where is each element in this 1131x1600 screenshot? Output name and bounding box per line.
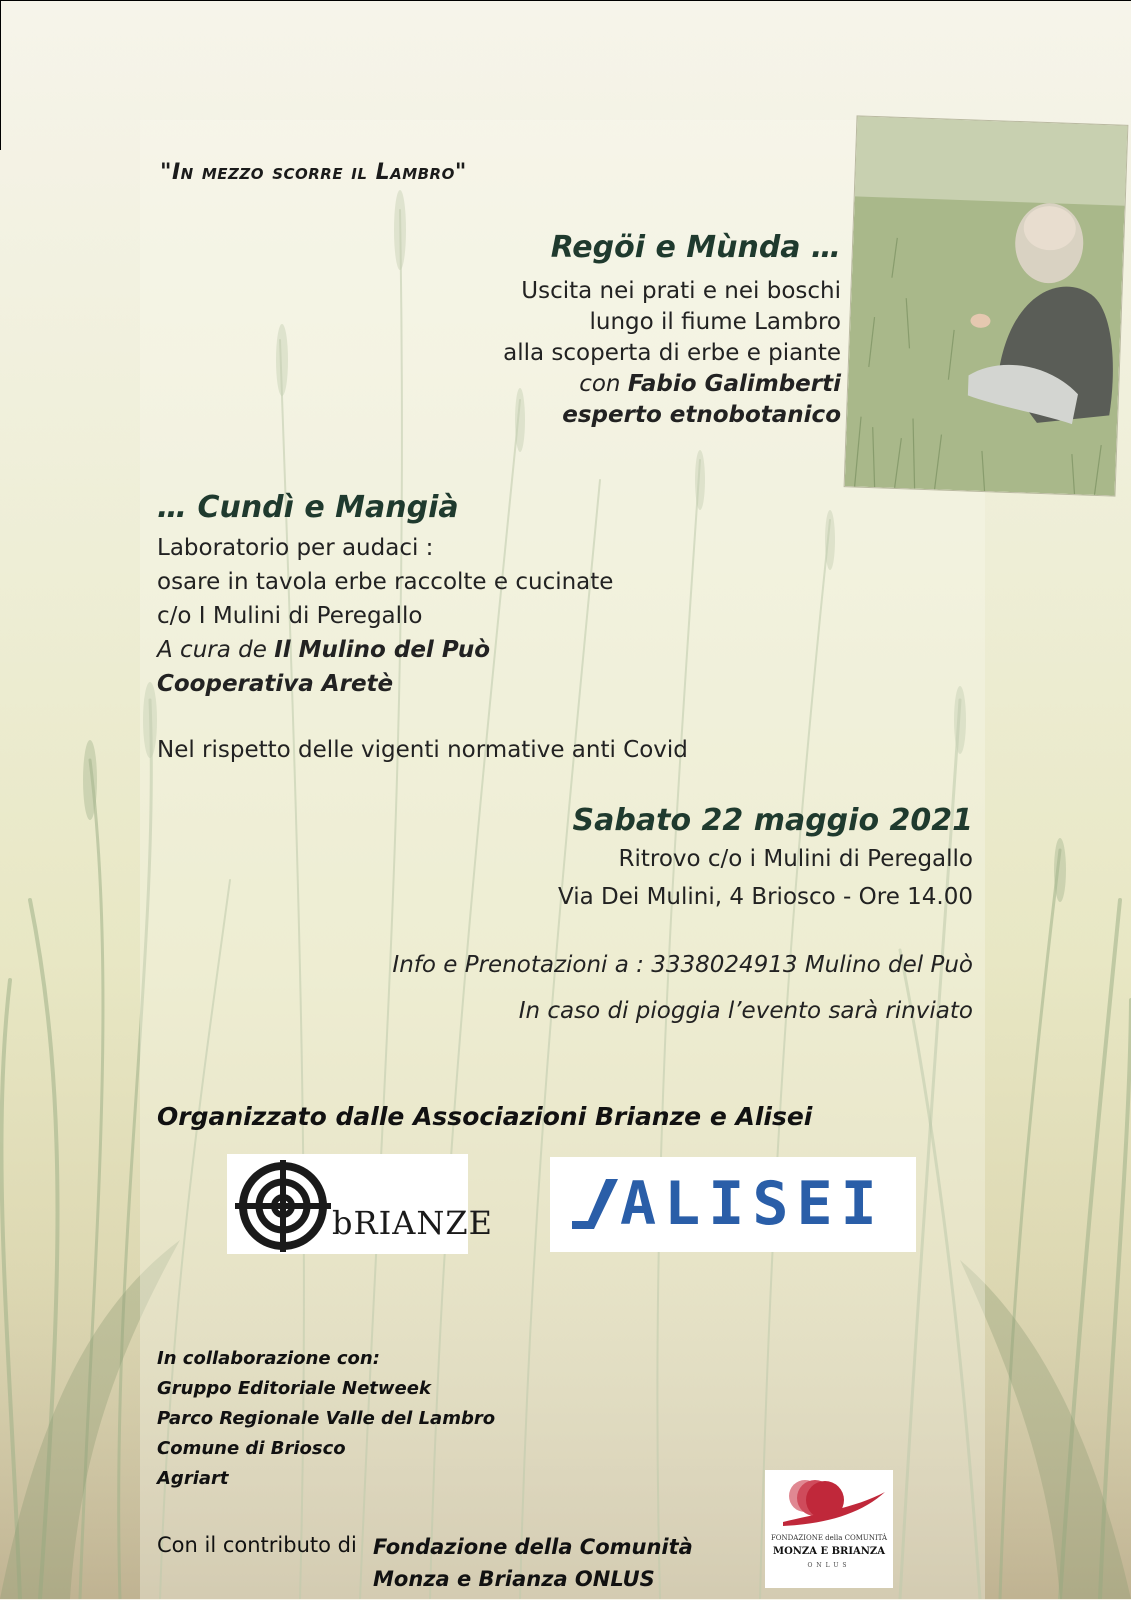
contribution-org-line: Fondazione della Comunità [373,1535,693,1559]
section1-guide [503,369,841,400]
frame-border-top [0,0,1131,1]
brianze-logo [227,1154,493,1254]
brianze-target-icon [235,1156,335,1256]
frame-border-left [0,0,1,150]
guide-prefix: con [579,371,621,397]
section1-title: Regöi e Mùnda … [550,230,841,265]
booking-info: Info e Prenotazioni a : 3338024913 Mulino del Può [392,952,973,978]
rain-note: In caso di pioggia l’evento sarà rinviato [518,998,973,1024]
contribution-label: Con il contributo di [157,1533,357,1557]
covid-note: Nel rispetto delle vigenti normative anti Covid [157,737,688,763]
organized-by: Organizzato dalle Associazioni Brianze e Alisei [157,1102,813,1131]
guide-name: Fabio Galimberti [627,371,841,397]
contribution-org-line: Monza e Brianza ONLUS [373,1567,655,1591]
meeting-address: Via Dei Mulini, 4 Briosco - Ore 14.00 [558,884,973,910]
meeting-place: Ritrovo c/o i Mulini di Peregallo [618,846,973,872]
alisei-logo [550,1157,916,1252]
partner-item: Comune di Briosco [157,1438,346,1459]
alisei-wordmark: ALISEI [620,1169,885,1239]
collaboration-block [157,1344,495,1494]
fondazione-line2: MONZA E BRIANZA [773,1546,885,1557]
brianze-wordmark: bRIANZE [332,1204,493,1242]
partner-item: Gruppo Editoriale Netweek [157,1378,431,1399]
section1-description [503,276,841,431]
guide-photo [844,115,1129,496]
partner-item: Agriart [157,1468,229,1489]
section1-line: Uscita nei prati e nei boschi [521,278,841,304]
section1-line: alla scoperta di erbe e piante [503,340,841,366]
section2-title: … Cundì e Mangià [157,490,459,525]
section1-line: lungo il fiume Lambro [589,309,841,335]
event-date: Sabato 22 maggio 2021 [572,803,973,838]
curated-by-1: Il Mulino del Può [274,637,491,663]
section2-line: c/o I Mulini di Peregallo [157,603,423,629]
guide-role: esperto etnobotanico [562,402,841,428]
section2-curated [157,633,613,667]
section2 [157,490,613,701]
curated-prefix: A cura de [157,637,267,663]
fondazione-emblem-icon [765,1470,893,1534]
section2-line: Laboratorio per audaci : [157,535,434,561]
contribution-org [373,1531,693,1595]
curated-by-2: Cooperativa Aretè [157,671,394,697]
section2-line: osare in tavola erbe raccolte e cucinate [157,569,614,595]
collaboration-heading: In collaborazione con: [157,1348,380,1369]
fondazione-line3: ONLUS [807,1562,851,1569]
fondazione-logo [765,1470,893,1588]
fondazione-line1: FONDAZIONE della COMUNITÀ [770,1534,888,1542]
partner-item: Parco Regionale Valle del Lambro [157,1408,496,1429]
event-subtitle: "In mezzo scorre il Lambro" [160,160,467,185]
